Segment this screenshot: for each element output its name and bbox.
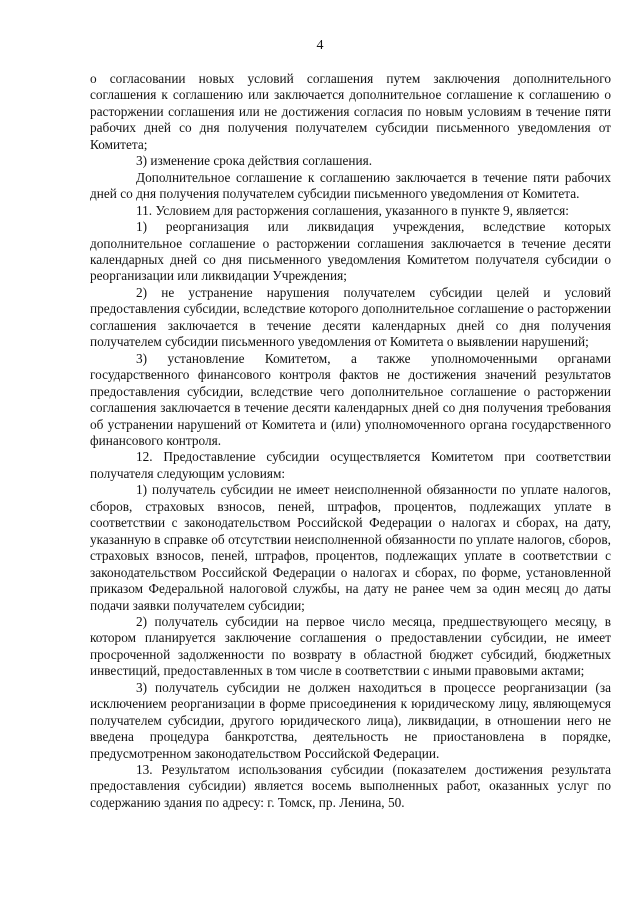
paragraph-item-3: 3) изменение срока действия соглашения. (136, 153, 373, 169)
paragraph-clause-11-item-2: 2) не устранение нарушения получателем субсидии целей и условий предоставления субсидии, вследствие которого дополнительное соглашение о расторжении соглашения заключается в течение десяти календарных дней со дня получения получателем субсидии письменного уведомления от Комитета о выявлении нарушений; (90, 284, 611, 350)
paragraph-clause-11-item-3: 3) установление Комитетом, а также уполномоченными органами государственного финансового контроля фактов не достижения значений результатов предоставления субсидии, вследствие чего дополнительное соглашение о расторжении соглашения заключается в течение десяти календарных дней со дня получения требования об устранении нарушений от Комитета и (или) уполномоченного органа государственного финансового контроля. (90, 350, 611, 448)
document-body (90, 71, 611, 811)
page-number: 4 (316, 38, 324, 53)
paragraph-clause-11-item-1: 1) реорганизация или ликвидация учреждения, вследствие которых дополнительное соглашение о расторжении соглашения заключается в течение десяти календарных дней со дня письменного уведомления Комитетом получателя субсидии о реорганизации или ликвидации Учреждения; (90, 219, 611, 284)
paragraph-clause-12: 12. Предоставление субсидии осуществляется Комитетом при соответствии получателя следующим условиям: (90, 449, 611, 481)
paragraph-additional-agreement: Дополнительное соглашение к соглашению заключается в течение пяти рабочих дней со дня получения получателем субсидии письменного уведомления от Комитета. (90, 169, 611, 202)
paragraph-clause-12-item-3: 3) получатель субсидии не должен находиться в процессе реорганизации (за исключением реорганизации в форме присоединения к юридическому лицу, являющемуся получателем субсидии, другого юридического лица), ликвидации, в отношении него не введена процедура банкротства, деятельность не приостановлена в порядке, предусмотренном законодательством Российской Федерации. (90, 679, 611, 761)
paragraph-clause-13: 13. Результатом использования субсидии (показателем достижения результата предоставления субсидии) является восемь выполненных работ, оказанных услуг по содержанию здания по адресу: г. Томск, пр. Ленина, 50. (90, 762, 611, 810)
paragraph-continuation: о согласовании новых условий соглашения путем заключения дополнительного соглашения к соглашению или заключается дополнительное соглашение к соглашению о расторжении соглашения или не достижения согласия по новым условиям в течение пяти рабочих дней со дня получения получателем субсидии письменного уведомления от Комитета; (90, 71, 611, 152)
paragraph-clause-12-item-2: 2) получатель субсидии на первое число месяца, предшествующего месяцу, в котором планируется заключение соглашения о предоставлении субсидии, не имеет просроченной задолженности по возврату в областной бюджет субсидий, бюджетных инвестиций, предоставленных в том числе в соответствии с иными правовыми актами; (90, 613, 611, 679)
paragraph-clause-11: 11. Условием для расторжения соглашения, указанного в пункте 9, является: (136, 202, 569, 218)
paragraph-clause-12-item-1: 1) получатель субсидии не имеет неисполненной обязанности по уплате налогов, сборов, страховых взносов, пеней, штрафов, процентов, подлежащих уплате в соответствии с законодательством Российской Федерации о налогах и сборах, на дату, указанную в справке об отсутствии неисполненной обязанности по уплате налогов, сборов, страховых взносов, пеней, штрафов, процентов, подлежащих уплате в соответствии с законодательством Российской Федерации о налогах и сборах, по форме, установленной приказом Федеральной налоговой службы, на дату не ранее чем за один месяц до даты подачи заявки получателем субсидии; (90, 482, 611, 613)
